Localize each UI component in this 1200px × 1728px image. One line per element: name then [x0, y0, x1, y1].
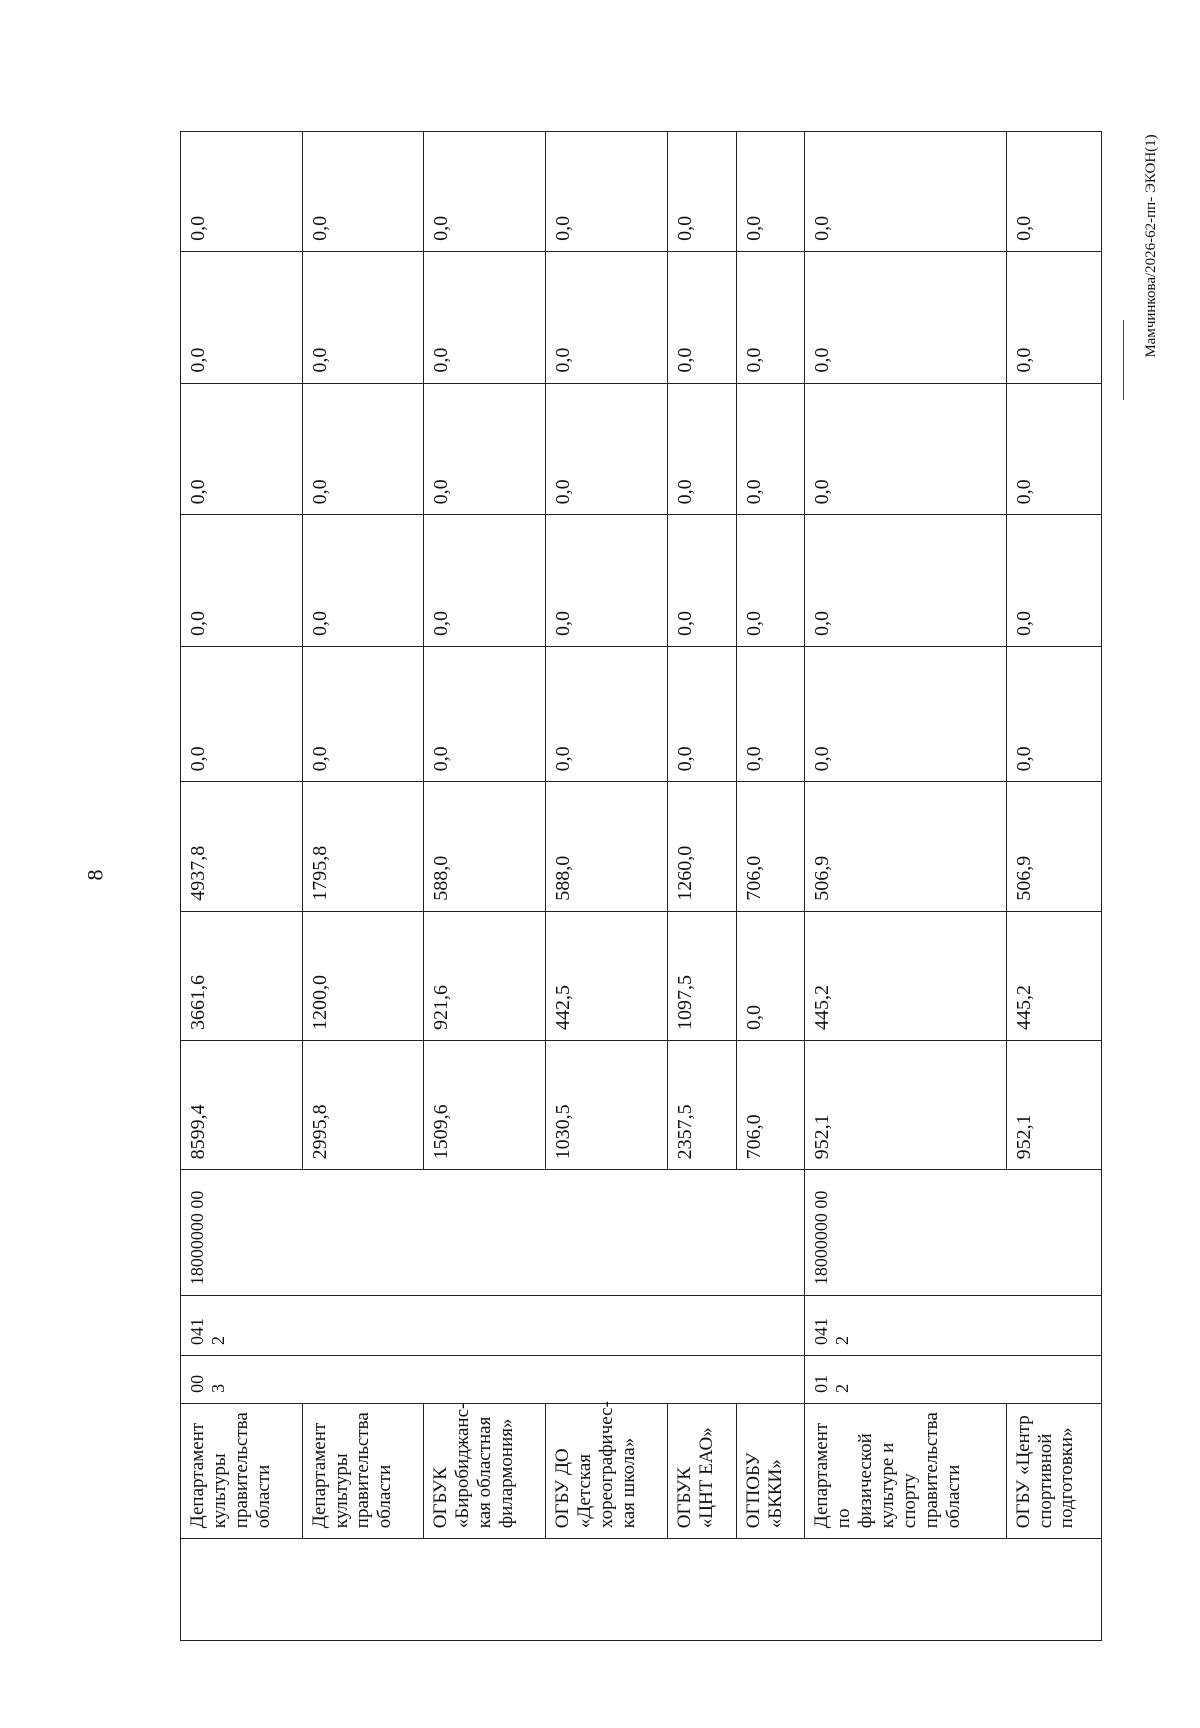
value-cell: 588,0 [424, 782, 546, 911]
recipient-name: Департамент культуры правительства области [181, 1403, 303, 1538]
code-cell: 18000000 00 [181, 1170, 805, 1296]
table-row [181, 132, 303, 1641]
value-cell: 0,0 [1006, 515, 1101, 647]
value-cell: 0,0 [302, 647, 424, 782]
table-row [546, 132, 668, 1641]
value-cell: 0,0 [805, 515, 1006, 647]
recipient-name: ОГБУК «ЦНТ ЕАО» [667, 1403, 736, 1538]
table-row [805, 132, 1006, 1641]
value-cell: 1509,6 [424, 1041, 546, 1170]
value-cell: 0,0 [667, 383, 736, 515]
value-cell: 506,9 [1006, 782, 1101, 911]
recipient-name: Департамент по физической культуре и спорту правительства области [805, 1403, 1006, 1538]
value-cell: 506,9 [805, 782, 1006, 911]
value-cell: 1795,8 [302, 782, 424, 911]
value-cell: 0,0 [1006, 383, 1101, 515]
recipient-name: ОГБУ «Центр спортивной подготовки» [1006, 1403, 1101, 1538]
table-row [302, 132, 424, 1641]
value-cell: 0,0 [546, 251, 668, 383]
value-cell: 0,0 [181, 132, 303, 252]
value-cell: 8599,4 [181, 1041, 303, 1170]
value-cell: 0,0 [736, 383, 805, 515]
value-cell: 0,0 [181, 383, 303, 515]
value-cell: 1030,5 [546, 1041, 668, 1170]
recipient-name: ОГБУ ДО «Детская хореографичес-кая школа» [546, 1403, 668, 1538]
code-cell: 041 2 [181, 1296, 805, 1356]
value-cell: 0,0 [1006, 251, 1101, 383]
value-cell: 0,0 [302, 251, 424, 383]
value-cell: 0,0 [181, 251, 303, 383]
code-cell: 01 2 [805, 1355, 1102, 1403]
value-cell: 0,0 [1006, 132, 1101, 252]
value-cell: 0,0 [805, 251, 1006, 383]
rotated-table-wrapper [180, 131, 1102, 1641]
value-cell: 0,0 [546, 383, 668, 515]
table-row [736, 132, 805, 1641]
value-cell: 0,0 [424, 251, 546, 383]
value-cell: 3661,6 [181, 911, 303, 1040]
code-cell: 18000000 00 [805, 1170, 1102, 1296]
value-cell: 0,0 [667, 251, 736, 383]
value-cell: 0,0 [805, 383, 1006, 515]
value-cell: 0,0 [546, 647, 668, 782]
value-cell: 445,2 [805, 911, 1006, 1040]
value-cell: 1200,0 [302, 911, 424, 1040]
value-cell: 0,0 [667, 515, 736, 647]
value-cell: 445,2 [1006, 911, 1101, 1040]
page-number: 8 [82, 869, 108, 881]
value-cell: 0,0 [302, 383, 424, 515]
recipient-name: ОГБУК «Биробиджанс-кая областная филармония» [424, 1403, 546, 1538]
value-cell: 952,1 [805, 1041, 1006, 1170]
value-cell: 0,0 [302, 132, 424, 252]
value-cell: 0,0 [667, 647, 736, 782]
table-body [181, 132, 1102, 1641]
table-row [424, 132, 546, 1641]
value-cell: 0,0 [424, 647, 546, 782]
value-cell: 0,0 [736, 911, 805, 1040]
value-cell: 0,0 [736, 251, 805, 383]
value-cell: 0,0 [181, 515, 303, 647]
value-cell: 2995,8 [302, 1041, 424, 1170]
budget-table [180, 131, 1102, 1641]
value-cell: 0,0 [736, 647, 805, 782]
value-cell: 952,1 [1006, 1041, 1101, 1170]
value-cell: 0,0 [546, 132, 668, 252]
document-footer: Мамчинкова/2026-62-пп- ЭКОН(1) [1143, 134, 1159, 358]
value-cell: 0,0 [424, 132, 546, 252]
value-cell: 0,0 [424, 383, 546, 515]
recipient-name: Департамент культуры правительства области [302, 1403, 424, 1538]
value-cell: 921,6 [424, 911, 546, 1040]
table-row [667, 132, 736, 1641]
value-cell: 0,0 [302, 515, 424, 647]
value-cell: 706,0 [736, 1041, 805, 1170]
code-cell: 00 3 [181, 1355, 805, 1403]
empty-cell [181, 1539, 1102, 1641]
value-cell: 0,0 [805, 132, 1006, 252]
value-cell: 0,0 [181, 647, 303, 782]
value-cell: 0,0 [736, 132, 805, 252]
value-cell: 0,0 [736, 515, 805, 647]
table-row [1006, 132, 1101, 1641]
value-cell: 706,0 [736, 782, 805, 911]
footer-divider [1123, 320, 1124, 400]
value-cell: 0,0 [424, 515, 546, 647]
value-cell: 588,0 [546, 782, 668, 911]
value-cell: 442,5 [546, 911, 668, 1040]
value-cell: 1260,0 [667, 782, 736, 911]
recipient-name: ОГПОБУ «БККИ» [736, 1403, 805, 1538]
value-cell: 2357,5 [667, 1041, 736, 1170]
value-cell: 0,0 [1006, 647, 1101, 782]
value-cell: 1097,5 [667, 911, 736, 1040]
code-cell: 041 2 [805, 1296, 1102, 1356]
value-cell: 0,0 [805, 647, 1006, 782]
value-cell: 0,0 [546, 515, 668, 647]
value-cell: 4937,8 [181, 782, 303, 911]
value-cell: 0,0 [667, 132, 736, 252]
